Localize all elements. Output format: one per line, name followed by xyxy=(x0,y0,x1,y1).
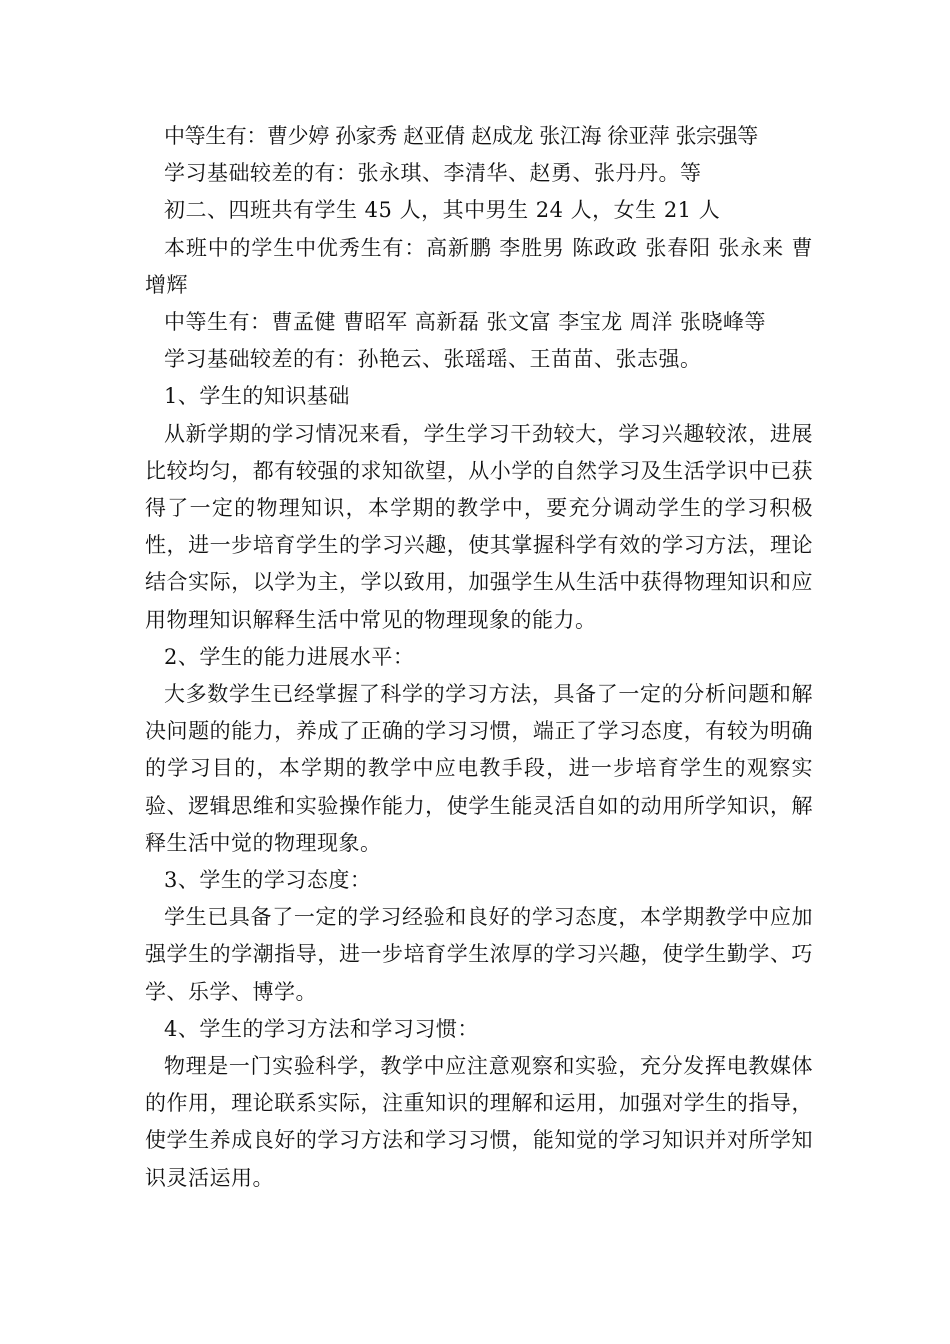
paragraph-middle-students-class3: 中等生有：曹少婷 孙家秀 赵亚倩 赵成龙 张江海 徐亚萍 张宗强等 xyxy=(164,124,758,148)
paragraph-knowledge-base: 从新学期的学习情况来看，学生学习干劲较大，学习兴趣较浓，进展比较均匀，都有较强的求知欲望，从小学的自然学习及生活学识中已获得了一定的物理知识，本学期的教学中，要充分调动学生的学习积极性，进一步培育学生的学习兴趣，使其掌握科学有效的学习方法，理论结合实际，以学为主，学以致用，加强学生从生活中获得物理知识和应用物理知识解释生活中常见的物理现象的能力。 xyxy=(145,421,813,632)
paragraph-learning-attitude: 学生已具备了一定的学习经验和良好的学习态度，本学期教学中应加强学生的学潮指导，进一步培育学生浓厚的学习兴趣，使学生勤学、巧学、乐学、博学。 xyxy=(145,905,813,1004)
heading-learning-attitude: 3、学生的学习态度： xyxy=(164,868,372,893)
document-body xyxy=(145,118,813,1197)
paragraph-class4-overview: 初二、四班共有学生 45 人，其中男生 24 人，女生 21 人 xyxy=(164,198,721,223)
paragraph-excellent-students-class4: 本班中的学生中优秀生有：高新鹏 李胜男 陈政政 张春阳 张永来 曹增辉 xyxy=(145,235,813,297)
heading-learning-methods: 4、学生的学习方法和学习习惯： xyxy=(164,1016,479,1041)
paragraph-weak-students-class3: 学习基础较差的有：张永琪、李清华、赵勇、张丹丹。等 xyxy=(164,161,702,186)
heading-ability-level: 2、学生的能力进展水平： xyxy=(164,644,415,669)
heading-knowledge-base: 1、学生的知识基础 xyxy=(164,384,350,409)
paragraph-middle-students-class4: 中等生有：曹孟健 曹昭军 高新磊 张文富 李宝龙 周洋 张晓峰等 xyxy=(164,310,767,335)
paragraph-ability-level: 大多数学生已经掌握了科学的学习方法，具备了一定的分析问题和解决问题的能力，养成了正确的学习习惯，端正了学习态度，有较为明确的学习目的，本学期的教学中应电教手段，进一步培育学生的观察实验、逻辑思维和实验操作能力，使学生能灵活自如的动用所学知识，解释生活中觉的物理现象。 xyxy=(145,682,813,855)
paragraph-learning-methods: 物理是一门实验科学，教学中应注意观察和实验，充分发挥电教媒体的作用，理论联系实际，注重知识的理解和运用，加强对学生的指导，使学生养成良好的学习方法和学习习惯，能知觉的学习知识并对所学知识灵活运用。 xyxy=(145,1054,813,1190)
paragraph-weak-students-class4: 学习基础较差的有：孙艳云、张瑶瑶、王苗苗、张志强。 xyxy=(164,347,702,372)
